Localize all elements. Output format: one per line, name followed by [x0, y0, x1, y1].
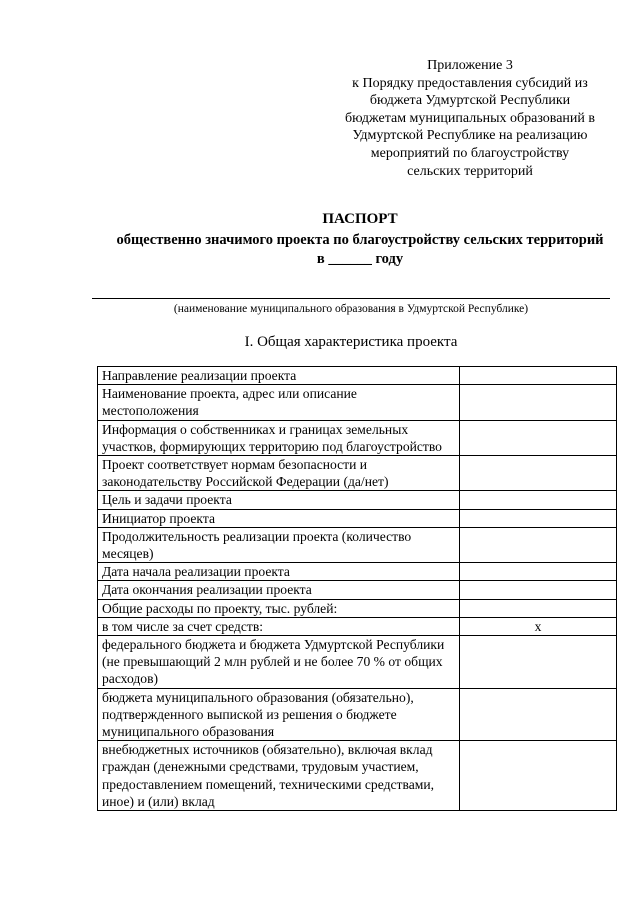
- row-label: Дата окончания реализации проекта: [98, 581, 460, 599]
- row-value: [460, 741, 617, 811]
- row-label: Дата начала реализации проекта: [98, 563, 460, 581]
- row-value: [460, 509, 617, 527]
- table-row: [98, 367, 617, 385]
- appendix-line: бюджетам муниципальных образований в: [345, 110, 595, 126]
- table-row: [98, 688, 617, 741]
- row-label: Инициатор проекта: [98, 509, 460, 527]
- appendix-line: сельских территорий: [407, 163, 533, 179]
- table-row: [98, 617, 617, 635]
- row-label: бюджета муниципального образования (обязательно), подтвержденного выпиской из решения о бюджете муниципального образования: [98, 688, 460, 741]
- row-label: Цель и задачи проекта: [98, 491, 460, 509]
- appendix-header: [330, 57, 610, 180]
- table-row: [98, 563, 617, 581]
- table-row: [98, 509, 617, 527]
- row-label: внебюджетных источников (обязательно), включая вклад граждан (денежными средствами, трудовым участием, предоставлением помещений, техническими средствами, иное) и (или) вклад: [98, 741, 460, 811]
- passport-table: [97, 366, 617, 811]
- row-value: [460, 385, 617, 420]
- row-value: [460, 599, 617, 617]
- appendix-line: Приложение 3: [427, 58, 513, 73]
- row-value: [460, 420, 617, 455]
- row-value: [460, 563, 617, 581]
- row-label: в том числе за счет средств:: [98, 617, 460, 635]
- table-row: [98, 420, 617, 455]
- table-row: [98, 456, 617, 491]
- row-label: Продолжительность реализации проекта (количество месяцев): [98, 527, 460, 562]
- table-row: [98, 581, 617, 599]
- municipality-blank-line: [92, 298, 610, 299]
- row-label: Информация о собственниках и границах земельных участков, формирующих территорию под благоустройство: [98, 420, 460, 455]
- table-row: [98, 599, 617, 617]
- table-row: [98, 527, 617, 562]
- row-label: Общие расходы по проекту, тыс. рублей:: [98, 599, 460, 617]
- row-label: Проект соответствует нормам безопасности и законодательству Российской Федерации (да/нет): [98, 456, 460, 491]
- document-title: [80, 210, 640, 268]
- appendix-line: мероприятий по благоустройству: [370, 145, 570, 161]
- title-main: ПАСПОРТ: [322, 211, 398, 227]
- row-value: х: [460, 617, 617, 635]
- row-label: Наименование проекта, адрес или описание местоположения: [98, 385, 460, 420]
- row-label: федерального бюджета и бюджета Удмуртской Республики (не превышающий 2 млн рублей и не более 70 % от общих расходов): [98, 636, 460, 689]
- row-label: Направление реализации проекта: [98, 367, 460, 385]
- table-row: [98, 636, 617, 689]
- row-value: [460, 367, 617, 385]
- appendix-line: к Порядку предоставления субсидий из: [352, 75, 588, 91]
- row-value: [460, 456, 617, 491]
- row-value: [460, 581, 617, 599]
- title-subtitle: общественно значимого проекта по благоустройству сельских территорий: [116, 232, 604, 248]
- municipality-caption: (наименование муниципального образования в Удмуртской Республике): [173, 303, 529, 315]
- row-value: [460, 491, 617, 509]
- row-value: [460, 688, 617, 741]
- table-row: [98, 491, 617, 509]
- title-year-line: в ______ году: [316, 251, 404, 267]
- table-row: [98, 385, 617, 420]
- row-value: [460, 636, 617, 689]
- appendix-line: бюджета Удмуртской Республики: [369, 93, 571, 109]
- appendix-line: Удмуртской Республике на реализацию: [352, 128, 588, 144]
- table-row: [98, 741, 617, 811]
- section-title: I. Общая характеристика проекта: [244, 334, 458, 350]
- row-value: [460, 527, 617, 562]
